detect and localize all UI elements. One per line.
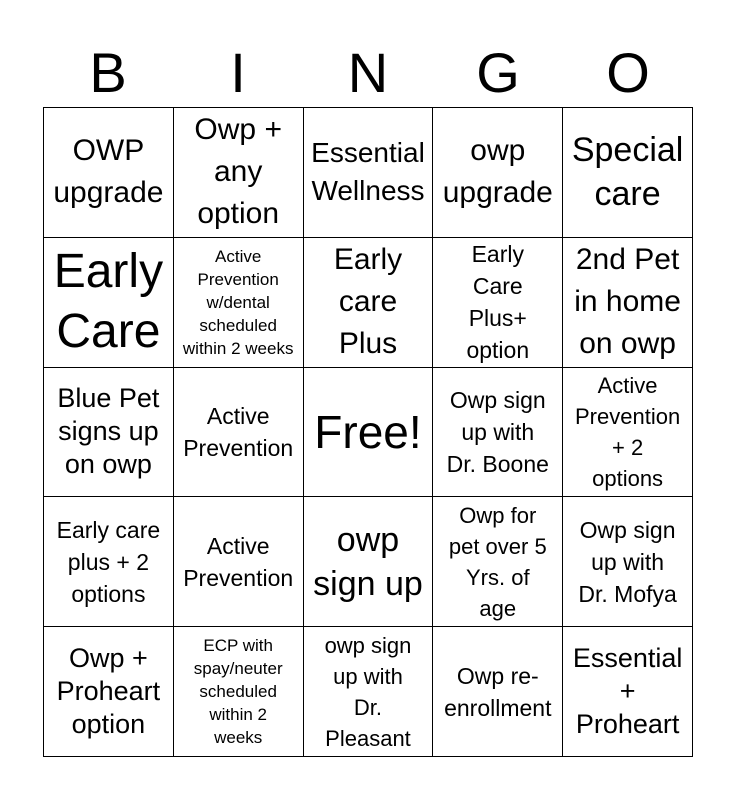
bingo-cell[interactable]: owp sign up with Dr. Pleasant xyxy=(304,627,434,757)
bingo-cell[interactable]: Owp + Proheart option xyxy=(44,627,174,757)
header-letter-g: G xyxy=(476,41,520,104)
header-letter-o: O xyxy=(606,41,650,104)
bingo-cell[interactable]: Special care xyxy=(563,108,693,238)
bingo-cell[interactable]: Active Prevention w/dental scheduled within 2 weeks xyxy=(174,238,304,368)
bingo-cell[interactable]: Owp re- enrollment xyxy=(433,627,563,757)
bingo-cell[interactable]: Active Prevention xyxy=(174,497,304,627)
bingo-grid xyxy=(43,107,693,757)
bingo-cell[interactable]: Early Care Plus+ option xyxy=(433,238,563,368)
bingo-cell[interactable]: Blue Pet signs up on owp xyxy=(44,368,174,498)
bingo-cell[interactable]: owp upgrade xyxy=(433,108,563,238)
bingo-cell[interactable]: Essential + Proheart xyxy=(563,627,693,757)
bingo-cell[interactable]: Owp sign up with Dr. Boone xyxy=(433,368,563,498)
bingo-cell[interactable]: Owp for pet over 5 Yrs. of age xyxy=(433,497,563,627)
bingo-cell[interactable]: Active Prevention xyxy=(174,368,304,498)
bingo-cell[interactable]: OWP upgrade xyxy=(44,108,174,238)
bingo-cell[interactable]: owp sign up xyxy=(304,497,434,627)
header-letter-b: B xyxy=(89,41,127,104)
bingo-header xyxy=(43,40,693,106)
header-letter-i: I xyxy=(230,41,246,104)
bingo-cell[interactable]: Early Care xyxy=(44,238,174,368)
header-letter-n: N xyxy=(347,41,389,104)
bingo-cell[interactable]: Early care plus + 2 options xyxy=(44,497,174,627)
bingo-cell[interactable]: 2nd Pet in home on owp xyxy=(563,238,693,368)
bingo-cell[interactable]: ECP with spay/neuter scheduled within 2 weeks xyxy=(174,627,304,757)
bingo-cell[interactable]: Early care Plus xyxy=(304,238,434,368)
bingo-cell[interactable]: Active Prevention + 2 options xyxy=(563,368,693,498)
bingo-cell[interactable]: Owp sign up with Dr. Mofya xyxy=(563,497,693,627)
bingo-cell[interactable]: Owp + any option xyxy=(174,108,304,238)
bingo-cell[interactable]: Essential Wellness xyxy=(304,108,434,238)
free-space[interactable]: Free! xyxy=(304,368,434,498)
